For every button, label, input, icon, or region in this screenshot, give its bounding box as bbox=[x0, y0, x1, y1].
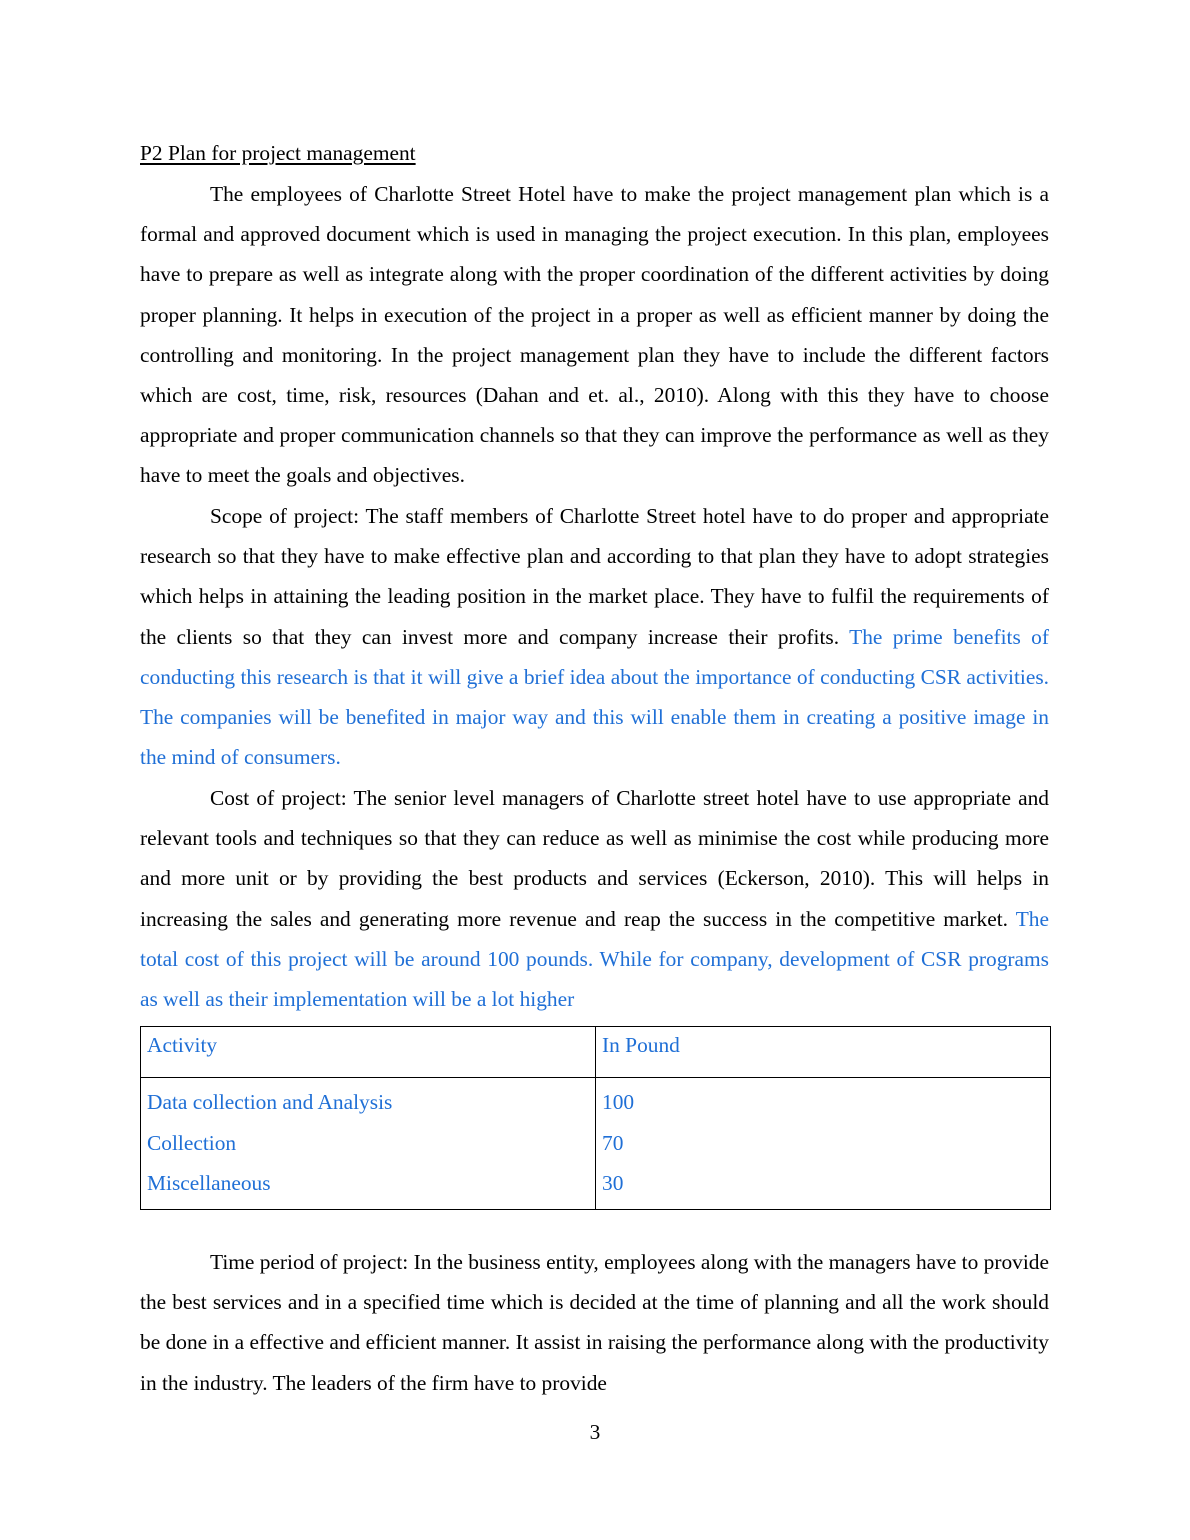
activity-cell: Data collection and Analysis bbox=[147, 1090, 393, 1114]
table-header-row bbox=[141, 1027, 1051, 1078]
header-activity: Activity bbox=[141, 1027, 596, 1078]
amount-cell: 100 bbox=[602, 1090, 635, 1114]
scope-highlight-text: The prime benefits of conducting this research is that it will give a brief idea about the importance of conducting CSR activities. The companies will be benefited in major way and this will enable them in creating a positive image in the mind of consumers. bbox=[140, 624, 1049, 770]
paragraph-plan: The employees of Charlotte Street Hotel have to make the project management plan which is a formal and approved document which is used in managing the project execution. In this plan, employees have to prepare as well as integrate along with the proper coordination of the different activities by doing proper planning. It helps in execution of the project in a proper as well as efficient manner by doing the controlling and monitoring. In the project management plan they have to include the different factors which are cost, time, risk, resources (Dahan and et. al., 2010). Along with this they have to choose appropriate and proper communication channels so that they can improve the performance as well as they have to meet the goals and objectives. bbox=[140, 182, 1049, 488]
cost-text: Cost of project: The senior level managers of Charlotte street hotel have to use appropriate and relevant tools and techniques so that they can reduce as well as minimise the cost while producing more and more unit or by providing the best products and services (Eckerson, 2010). This will helps in increasing the sales and generating more revenue and reap the success in the competitive market. bbox=[140, 786, 1049, 931]
cost-table bbox=[140, 1026, 1051, 1210]
activity-cell: Miscellaneous bbox=[147, 1171, 271, 1195]
page-number: 3 bbox=[589, 1420, 601, 1444]
paragraph-cost bbox=[140, 778, 1049, 1019]
activity-cell: Collection bbox=[147, 1130, 237, 1155]
table-row bbox=[141, 1078, 1051, 1210]
scope-text: Scope of project: The staff members of Charlotte Street hotel have to do proper and appropriate research so that they have to make effective plan and according to that plan they have to adopt strategies which helps in attaining the leading position in the market place. They have to fulfil the requirements of the clients so that they can invest more and company increase their profits. bbox=[140, 504, 1049, 649]
paragraph-time: Time period of project: In the business entity, employees along with the managers have to provide the best services and in a specified time which is decided at the time of planning and all the work should be done in a effective and efficient manner. It assist in raising the performance along with the productivity in the industry. The leaders of the firm have to provide bbox=[140, 1250, 1049, 1395]
cost-highlight-text: The total cost of this project will be around 100 pounds. While for company, development of CSR programs as well as their implementation will be a lot higher bbox=[140, 906, 1049, 1012]
amount-cell: 30 bbox=[602, 1171, 624, 1195]
activity-column bbox=[141, 1078, 596, 1210]
section-heading: P2 Plan for project management bbox=[140, 141, 416, 165]
paragraph-scope bbox=[140, 496, 1049, 777]
amount-cell: 70 bbox=[602, 1130, 624, 1155]
amount-column bbox=[596, 1078, 1051, 1210]
header-in-pound: In Pound bbox=[596, 1027, 1051, 1078]
